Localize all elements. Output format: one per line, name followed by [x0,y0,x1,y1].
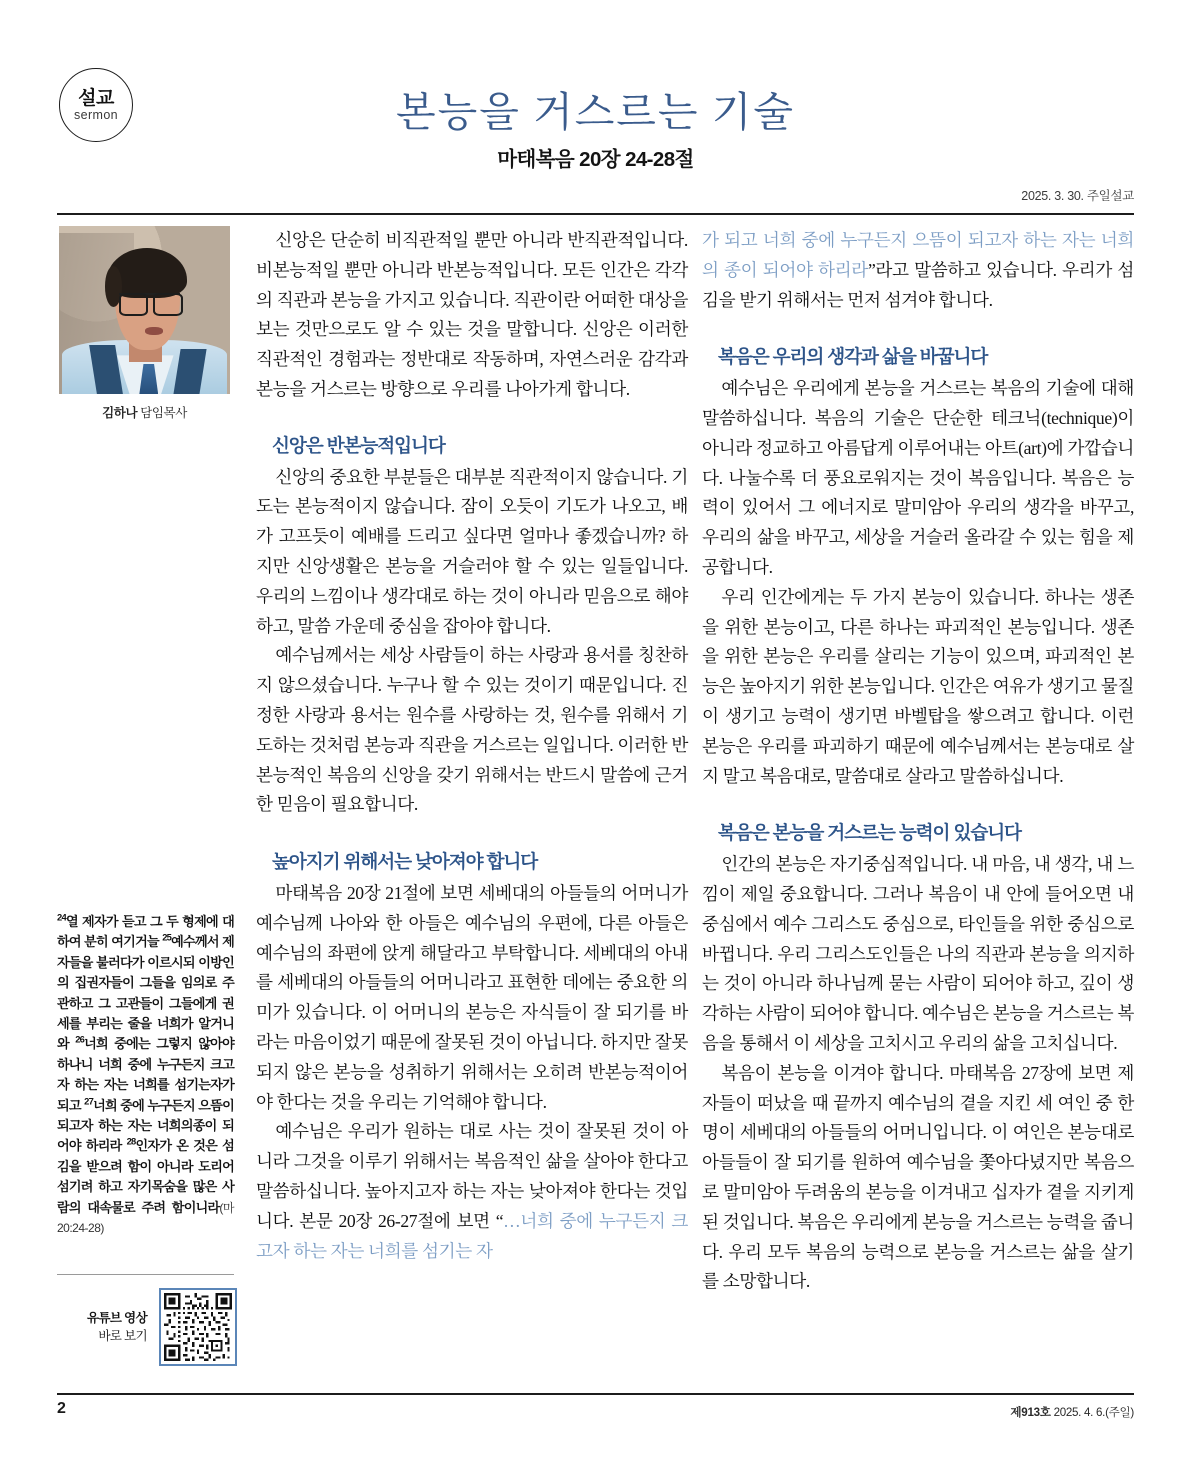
qr-code-icon[interactable] [159,1288,237,1366]
paragraph: 마태복음 20장 21절에 보면 세베대의 아들들의 어머니가 예수님께 나아와 한 아들은 예수님의 우편에, 다른 아들은 예수님의 좌편에 앉게 해달라고 부탁합니다. 세베대의 아내를 세베대의 아들들의 어머니라고 표현한 데에는 중요한 의미가 있습니다. 이 어머니의 본능은 자식들이 잘 되기를 바라는 마음이었기 때문에 잘못된 것이 아닙니다. 하지만 잘못되지 않은 본능을 성취하기 위해서는 오히려 반본능적이어야 한다는 것을 우리는 기억해야 합니다. [256,882,688,1112]
quote-open-mark: “ [495,1210,504,1231]
sermon-badge-english-label: sermon [73,107,119,122]
portrait-role: 담임목사 [140,406,187,420]
paragraph-tail-text: 라고 말씀하고 있습니다. 우리가 섬김을 받기 위해서는 먼저 섬겨야 합니다. [702,259,1134,310]
issue-date: 2025. 4. 6.(주일) [1050,1406,1134,1419]
paragraph: 신앙의 중요한 부분들은 대부분 직관적이지 않습니다. 기도는 본능적이지 않습니다. 잠이 오듯이 기도가 나오고, 배가 고프듯이 예배를 드리고 싶다면 얼마나 좋겠습니까? 하지만 신앙생활은 본능을 거슬러야 할 수 있는 일들입니다. 우리의 느낌이나 생각대로 하는 것이 아니라 믿음으로 해야 하고, 말씀 가운데 중심을 잡아야 합니다. [256,466,688,636]
paragraph: 예수님은 우리에게 본능을 거스르는 복음의 기술에 대해 말씀하십니다. 복음의 기술은 단순한 테크닉(technique)이 아니라 정교하고 아름답게 이루어내는 아트(art)에 가깝습니다. 나눌수록 더 풍요로워지는 것이 복음입니다. 복음은 능력이 있어서 그 에너지로 말미암아 우리의 생각을 바꾸고, 우리의 삶을 바꾸고, 세상을 거슬러 올라갈 수 있는 힘을 제공합니다. [702,378,1134,577]
portrait-caption [57,403,232,421]
verse-text-28: 인자가 온 것은 섬김을 받으려 함이 아니라 도리어 섬기려 하고 자기목숨을 많은 사람의 대속물로 주려 함이니라 [57,1138,234,1215]
issue-line [1010,1404,1134,1420]
pastor-portrait-photo [59,226,230,394]
verse-number-28: 28 [126,1136,136,1148]
section-heading-4: 복음은 본능을 거스르는 능력이 있습니다 [718,822,1021,844]
section-heading-2: 높아지기 위해서는 낮아져야 합니다 [272,851,538,873]
youtube-label-line-2: 바로 보기 [98,1329,147,1343]
scripture-subtitle: 마태복음 20장 24-28절 [497,148,694,171]
verse-text-26: 너희 중에는 그렇지 않아야 하나니 너희 중에 누구든지 크고자 하는 자는 너희를 섬기는자가 되고 [57,1036,234,1113]
header-divider [57,213,1134,215]
text-column-2 [702,226,1134,1297]
youtube-label [57,1309,147,1345]
verse-number-25: 25 [162,932,172,944]
verse-text-24: 열 제자가 듣고 그 두 형제에 대하여 분히 여기거늘 [57,914,234,950]
footer-divider [57,1393,1134,1395]
paragraph: 우리 인간에게는 두 가지 본능이 있습니다. 하나는 생존을 위한 본능이고, 다른 하나는 파괴적인 본능입니다. 생존을 위한 본능은 우리를 살리는 기능이 있으며, 파괴적인 본능은 높아지기 위한 본능입니다. 인간은 여유가 생기고 물질이 생기고 능력이 생기면 바벨탑을 쌓으려고 합니다. 이런 본능은 우리를 파괴하기 때문에 예수님께서는 본능대로 살지 말고 복음대로, 말씀대로 살라고 말씀하십니다. [702,586,1134,786]
text-column-1 [256,226,688,1266]
paragraph: 예수님께서는 세상 사람들이 하는 사랑과 용서를 칭찬하지 않으셨습니다. 누구나 할 수 있는 것이기 때문입니다. 진정한 사랑과 용서는 원수를 사랑하는 것, 원수를 위해서 기도하는 것처럼 본능과 직관을 거스르는 일입니다. 이러한 반본능적인 복음의 신앙을 갖기 위해서는 반드시 말씀에 근거한 믿음이 필요합니다. [256,645,688,815]
sermon-badge-korean-label: 설교 [78,87,114,109]
page-number: 2 [57,1400,66,1417]
paragraph: 인간의 본능은 자기중심적입니다. 내 마음, 내 생각, 내 느낌이 제일 중요합니다. 그러나 복음이 내 안에 들어오면 내 중심에서 예수 그리스도 중심으로, 타인들을 위한 중심으로 바뀝니다. 우리 그리스도인들은 나의 직관과 본능을 의지하는 것이 아니라 하나님께 묻는 사람이 되어야 하고, 깊이 생각하는 사람이 되어야 합니다. 예수님은 본능을 거스르는 복음을 통해서 이 세상을 고치시고 우리의 삶을 고치십니다. [702,854,1134,1053]
paragraph-lead-text: 예수님은 우리가 원하는 대로 사는 것이 잘못된 것이 아니라 그것을 이루기 위해서는 복음적인 삶을 살아야 한다고 말씀하십니다. 높아지고자 하는 자는 낮아져야 한다는 것입니다. 본문 20장 26-27절에 보면 [256,1121,688,1231]
paragraph-with-quote [256,1117,688,1266]
verse-text-27: 너희 중에 누구든지 으뜸이 되고자 하는 자는 너희의종이 되어야 하리라 [57,1097,234,1154]
scripture-quote-part-2: 가 되고 너희 중에 누구든지 으뜸이 되고자 하는 자는 너희의 종이 되어야 하리라 [702,230,1134,280]
youtube-label-line-1: 유튜브 영상 [86,1311,147,1325]
verse-number-26: 26 [75,1034,85,1046]
paragraph: 복음이 본능을 이겨야 합니다. 마태복음 27장에 보면 제자들이 떠났을 때 끝까지 예수님의 곁을 지킨 세 여인 중 한 명이 세베대의 아들들의 어머니입니다. 이 여인은 본능대로 아들들이 잘 되기를 원하여 예수님을 쫓아다녔지만 복음으로 말미암아 두려움의 본능을 이겨내고 십자가 곁을 지키게 된 것입니다. 복음은 우리에게 본능을 거스르는 능력을 줍니다. 우리 모두 복음의 능력으로 본능을 거스르는 삶을 살기를 소망합니다. [702,1062,1134,1292]
masthead [0,0,1191,212]
sermon-date: 2025. 3. 30. 주일설교 [1021,189,1134,203]
portrait-name: 김하나 [102,406,138,420]
issue-label: 제913호 [1010,1406,1051,1419]
verse-text-25: 예수께서 제자들을 불러다가 이르시되 이방인의 집권자들이 그들을 임의로 주관하고 그 고관들이 그들에게 권세를 부리는 줄을 너희가 알거니와 [57,934,234,1052]
section-heading-1: 신앙은 반본능적입니다 [272,434,445,456]
article-body [57,226,1134,1381]
quote-close-mark: ” [867,259,876,280]
sidebar-scripture-passage [57,912,234,1239]
scripture-quote-part-1: …너희 중에 누구든지 크고자 하는 자는 너희를 섬기는 자 [256,1210,688,1261]
paragraph-quote-continuation [702,226,1134,315]
page-title: 본능을 거스르는 기술 [396,89,795,135]
verse-number-24: 24 [57,911,66,923]
sidebar [57,226,242,1343]
sidebar-divider [57,1274,234,1275]
youtube-link-block[interactable] [57,1288,237,1366]
scripture-reference: (마 20:24-28) [57,1200,234,1236]
paragraph: 신앙은 단순히 비직관적일 뿐만 아니라 반직관적입니다. 비본능적일 뿐만 아니라 반본능적입니다. 모든 인간은 각각의 직관과 본능을 가지고 있습니다. 직관이란 어떠한 대상을 보는 것만으로도 알 수 있는 것을 말합니다. 신앙은 이러한 직관적인 경험과는 정반대로 작동하며, 자연스러운 감각과 본능을 거스르는 방향으로 우리를 나아가게 합니다. [256,230,688,399]
verse-number-27: 27 [84,1095,94,1107]
section-heading-3: 복음은 우리의 생각과 삶을 바꿉니다 [718,346,988,368]
